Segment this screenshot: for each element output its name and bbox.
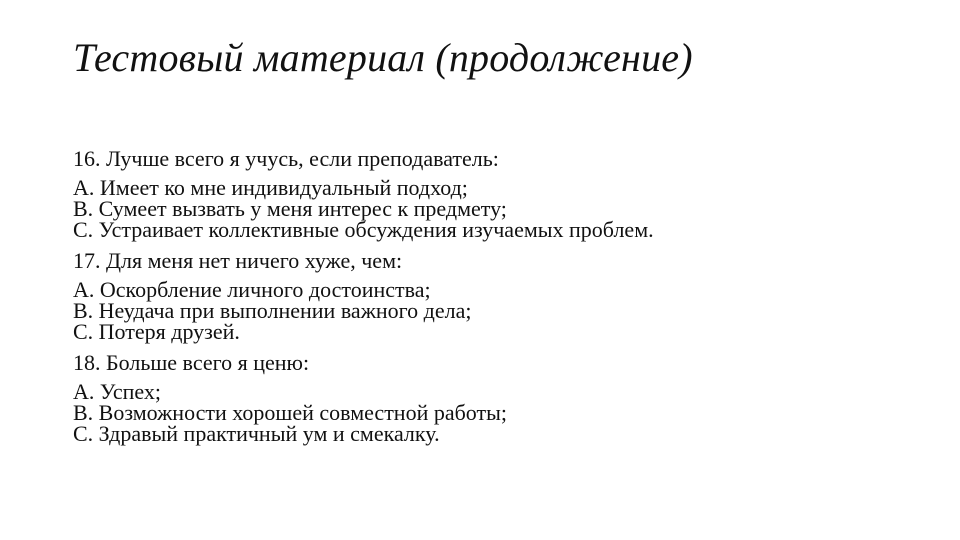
answer-option-b: B. Возможности хорошей совместной работы; [73, 400, 508, 425]
answer-option-b: B. Сумеет вызвать у меня интерес к предмету; [73, 196, 507, 221]
answer-option-c: C. Здравый практичный ум и смекалку. [73, 421, 440, 446]
answer-option-a: A. Успех; [73, 379, 161, 404]
answer-option-c: C. Устраивает коллективные обсуждения изучаемых проблем. [73, 217, 654, 242]
question-text: 16. Лучше всего я учусь, если преподаватель: [73, 146, 499, 171]
question-text: 18. Больше всего я ценю: [73, 350, 310, 375]
question-17 [73, 246, 933, 342]
answer-option-a: A. Оскорбление личного достоинства; [73, 277, 431, 302]
answer-option-a: A. Имеет ко мне индивидуальный подход; [73, 175, 468, 200]
question-16 [73, 144, 933, 240]
slide-title: Тестовый материал (продолжение) [73, 35, 693, 80]
slide-body [73, 144, 933, 444]
question-text: 17. Для меня нет ничего хуже, чем: [73, 248, 403, 273]
answer-option-b: B. Неудача при выполнении важного дела; [73, 298, 472, 323]
question-18 [73, 348, 933, 444]
answer-option-c: C. Потеря друзей. [73, 319, 240, 344]
